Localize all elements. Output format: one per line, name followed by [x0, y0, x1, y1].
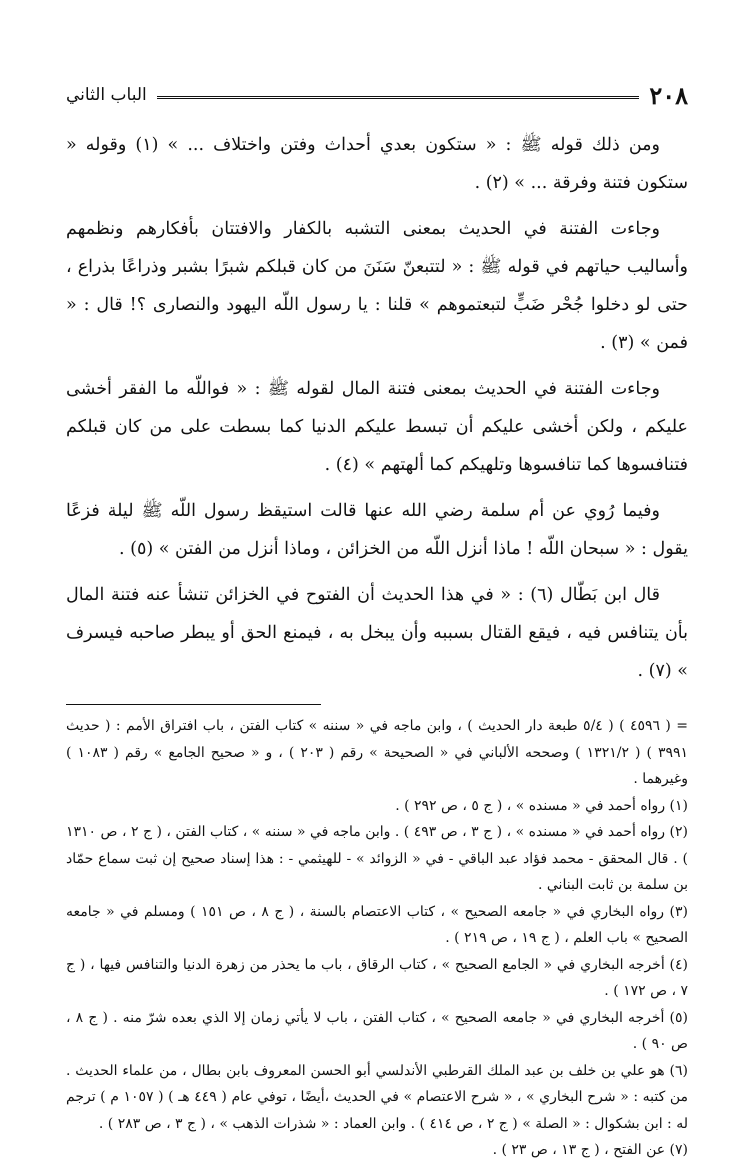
chapter-title: الباب الثاني	[66, 85, 147, 105]
book-page	[66, 78, 688, 1164]
paragraph-5: قال ابن بَطّال (٦) : « في هذا الحديث أن الفتوح في الخزائن تنشأ عنه فتنة المال بأن يتنافس فيه ، فيقع القتال بسببه وأن يبخل به ، فيمنع الحق أو يبطر صاحبه فيسرف » (٧) .	[66, 585, 688, 681]
footnotes-divider	[66, 704, 321, 705]
footnote-2: (٢) رواه أحمد في « مسنده » ، ( ج ٣ ، ص ٤٩٣ ) . وابن ماجه في « سننه » ، كتاب الفتن ، ( ج ٢ ، ص ١٣١٠ ) . قال المحقق - محمد فؤاد عبد الباقي - في « الزوائد » - للهيثمي - : هذا إسناد صحيح إن ثبت سماع حمّاد بن سلمة بن ثابت البناني .	[66, 824, 688, 893]
page-header	[66, 78, 688, 112]
footnote-continued: = ( ٤٥٩٦ ) ( ٥/٤ طبعة دار الحديث ) ، وابن ماجه في « سننه » كتاب الفتن ، باب افتراق الأمم : ( حديث ٣٩٩١ ) ( ١٣٢١/٢ ) وصححه الألباني في « الصحيحة » رقم ( ٢٠٣ ) ، و « صحيح الجامع » رقم ( ١٠٨٣ ) وغيرهما .	[66, 718, 689, 787]
footnote-5: (٥) أخرجه البخاري في « جامعه الصحيح » ، كتاب الفتن ، باب لا يأتي زمان إلا الذي بعده شرّ منه . ( ج ٨ ، ص ٩٠ ) .	[66, 1009, 688, 1052]
footnotes	[66, 713, 688, 1164]
paragraph-2: وجاءت الفتنة في الحديث بمعنى التشبه بالكفار والافتتان بأفكارهم ونظمهم وأساليب حياتهم في قوله ﷺ : « لتتبعنّ سَنَنَ من كان قبلكم شبرًا بشبر وذراعًا بذراع ، حتى لو دخلوا جُحْر ضَبٍّ لتبعتموهم » قلنا : يا رسول اللّه اليهود والنصارى ؟! قال : « فمن » (٣) .	[66, 219, 688, 353]
page-number: ٢٠٨	[649, 80, 688, 110]
footnote-1: (١) رواه أحمد في « مسنده » ، ( ج ٥ ، ص ٢٩٢ ) .	[395, 797, 688, 814]
header-rule	[157, 96, 640, 99]
paragraph-4: وفيما رُوي عن أم سلمة رضي الله عنها قالت استيقظ رسول اللّه ﷺ ليلة فزعًا يقول : « سبحان اللّه ! ماذا أنزل اللّه من الخزائن ، وماذا أنزل من الفتن » (٥) .	[66, 501, 688, 559]
footnote-3: (٣) رواه البخاري في « جامعه الصحيح » ، كتاب الاعتصام بالسنة ، ( ج ٨ ، ص ١٥١ ) ومسلم في « جامعه الصحيح » باب العلم ، ( ج ١٩ ، ص ٢١٩ ) .	[66, 903, 688, 946]
footnote-6: (٦) هو علي بن خلف بن عبد الملك القرطبي الأندلسي أبو الحسن المعروف بابن بطال ، من علماء الحديث . من كتبه : « شرح البخاري » ، « شرح الاعتصام » في الحديث ،أيضًا ، توفي عام ( ٤٤٩ هـ ) ( ١٠٥٧ م ) ترجم له : ابن بشكوال : « الصلة » ( ج ٢ ، ص ٤١٤ ) . وابن العماد : « شذرات الذهب » ، ( ج ٣ ، ص ٢٨٣ ) .	[66, 1062, 688, 1132]
paragraph-1: ومن ذلك قوله ﷺ : « ستكون بعدي أحداث وفتن واختلاف ... » (١) وقوله « ستكون فتنة وفرقة ... » (٢) .	[66, 135, 688, 193]
main-text	[66, 126, 688, 690]
paragraph-3: وجاءت الفتنة في الحديث بمعنى فتنة المال لقوله ﷺ : « فواللّه ما الفقر أخشى عليكم ، ولكن أخشى عليكم أن تبسط عليكم الدنيا كما بسطت على من كان قبلكم فتنافسوها كما تنافسوها وتلهيكم كما ألهتهم » (٤) .	[66, 379, 688, 475]
footnote-4: (٤) أخرجه البخاري في « الجامع الصحيح » ، كتاب الرقاق ، باب ما يحذر من زهرة الدنيا والتنافس فيها ، ( ج ٧ ، ص ١٧٢ ) .	[66, 956, 688, 999]
footnote-7: (٧) عن الفتح ، ( ج ١٣ ، ص ٢٣ ) .	[492, 1142, 688, 1158]
